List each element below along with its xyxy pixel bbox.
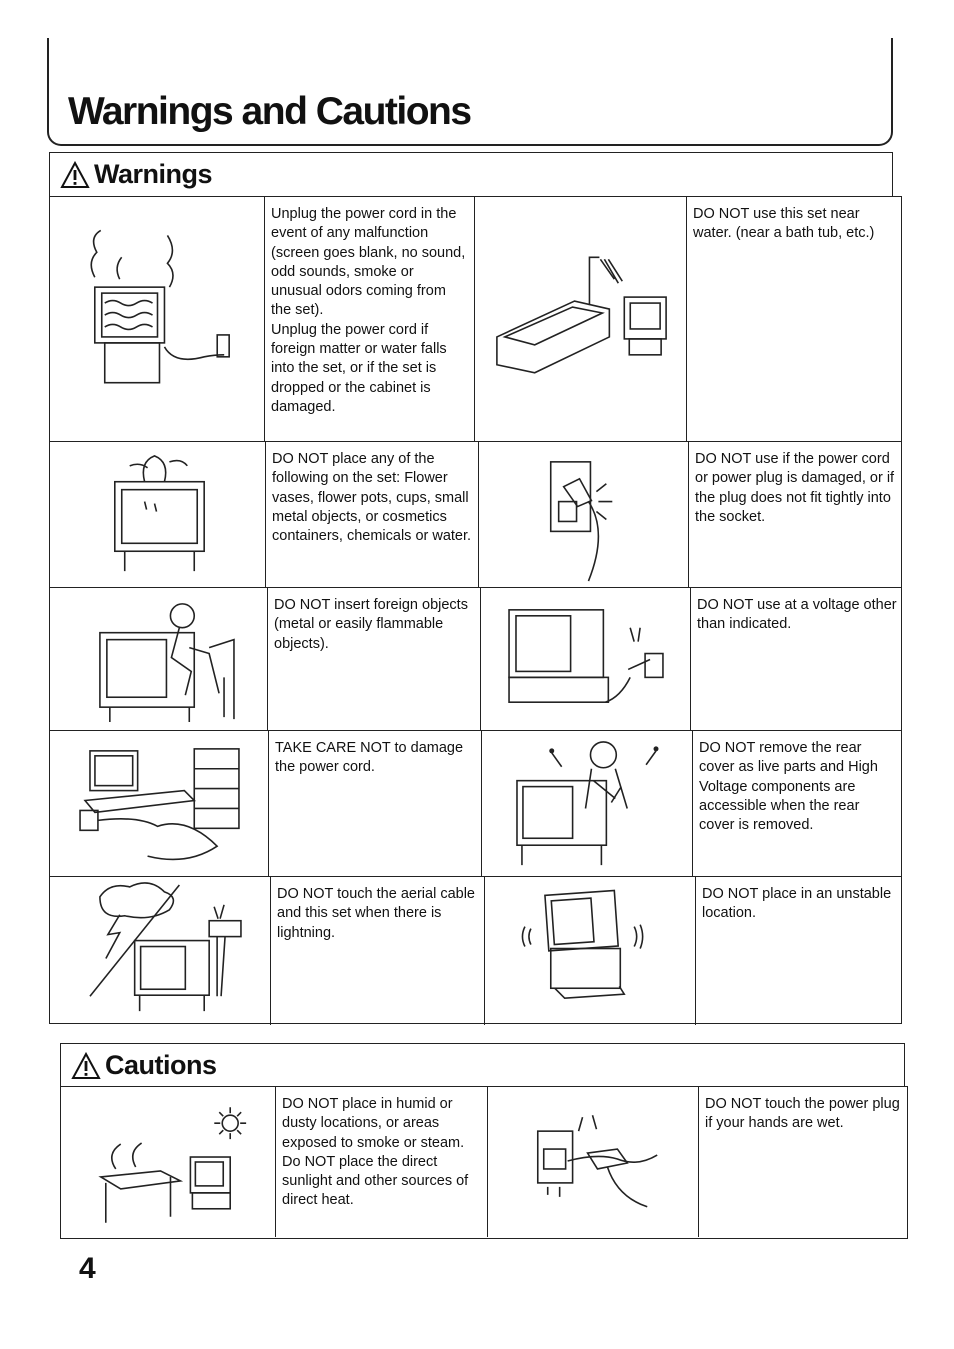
warning-text: DO NOT use if the power cord or power plug is damaged, or if the plug does not fit tightly into the socket. bbox=[695, 451, 895, 525]
crushed-power-cord-illustration bbox=[50, 731, 268, 876]
illustration-cell bbox=[50, 731, 269, 876]
warning-text-cell bbox=[691, 588, 903, 730]
vase-on-tv-illustration bbox=[50, 442, 265, 587]
cautions-heading: Cautions bbox=[105, 1050, 217, 1080]
unstable-tv-illustration bbox=[485, 877, 695, 1025]
cautions-table bbox=[60, 1086, 908, 1239]
warning-text: DO NOT use this set near water. (near a bath tub, etc.) bbox=[693, 206, 875, 242]
warning-text: DO NOT touch the aerial cable and this set when there is lightning. bbox=[277, 886, 475, 941]
table-row bbox=[50, 441, 901, 587]
illustration-cell bbox=[50, 442, 266, 587]
warning-text-cell bbox=[687, 197, 903, 441]
bathtub-tv-illustration bbox=[475, 197, 686, 441]
table-row bbox=[50, 197, 901, 441]
warning-text-cell bbox=[265, 197, 475, 441]
caution-text-cell bbox=[699, 1087, 909, 1237]
warning-text: DO NOT insert foreign objects (metal or easily flammable objects). bbox=[274, 597, 468, 652]
caution-text: DO NOT place in humid or dusty locations, or areas exposed to smoke or steam. Do NOT place the direct sunlight and other sources of direct heat. bbox=[282, 1096, 469, 1209]
warnings-heading-bar bbox=[49, 152, 893, 196]
warning-text: Unplug the power cord in the event of any malfunction (screen goes blank, no sound, odd sounds, smoke or unusual odors coming from the set). Unplug the power cord if foreign matter or water falls into the set, or if the set is dropped or the cabinet is damaged. bbox=[271, 206, 466, 415]
table-row bbox=[61, 1087, 907, 1237]
warning-text-cell bbox=[271, 877, 485, 1025]
warning-triangle-icon bbox=[60, 161, 90, 189]
lightning-tv-illustration bbox=[50, 877, 270, 1025]
table-row bbox=[50, 876, 901, 1025]
damaged-plug-illustration bbox=[479, 442, 688, 587]
warning-text-cell bbox=[693, 731, 903, 876]
illustration-cell bbox=[50, 197, 265, 441]
warning-text: DO NOT use at a voltage other than indicated. bbox=[697, 597, 897, 633]
table-row bbox=[50, 587, 901, 730]
illustration-cell bbox=[482, 731, 693, 876]
humid-sunlight-tv-illustration bbox=[61, 1087, 275, 1237]
warning-text: TAKE CARE NOT to damage the power cord. bbox=[275, 740, 464, 776]
warning-text: DO NOT remove the rear cover as live parts and High Voltage components are accessible when the rear cover is removed. bbox=[699, 740, 878, 834]
illustration-cell bbox=[50, 588, 268, 730]
warning-text-cell bbox=[689, 442, 903, 587]
child-inserting-object-illustration bbox=[50, 588, 267, 730]
warning-text-cell bbox=[269, 731, 482, 876]
cautions-heading-bar bbox=[60, 1043, 905, 1087]
warning-text: DO NOT place in an unstable location. bbox=[702, 886, 892, 922]
warning-text-cell bbox=[696, 877, 903, 1025]
warning-text-cell bbox=[268, 588, 481, 730]
warning-text: DO NOT place any of the following on the set: Flower vases, flower pots, cups, small metal objects, or cosmetics containers, chemicals or water. bbox=[272, 451, 472, 545]
illustration-cell bbox=[485, 877, 696, 1025]
illustration-cell bbox=[481, 588, 691, 730]
warning-triangle-icon bbox=[71, 1052, 101, 1080]
illustration-cell bbox=[479, 442, 689, 587]
smoking-tv-illustration bbox=[50, 197, 264, 441]
voltage-outlet-tv-illustration bbox=[481, 588, 690, 730]
warnings-heading: Warnings bbox=[94, 159, 213, 189]
warning-text-cell bbox=[266, 442, 479, 587]
caution-text: DO NOT touch the power plug if your hands are wet. bbox=[705, 1096, 900, 1132]
page-number: 4 bbox=[79, 1252, 96, 1285]
wet-hands-plug-illustration bbox=[488, 1087, 698, 1237]
warnings-table bbox=[49, 196, 902, 1024]
caution-text-cell bbox=[276, 1087, 488, 1237]
table-row bbox=[50, 730, 901, 876]
illustration-cell bbox=[488, 1087, 699, 1237]
rear-cover-removal-illustration bbox=[482, 731, 692, 876]
illustration-cell bbox=[50, 877, 271, 1025]
illustration-cell bbox=[475, 197, 687, 441]
page-title: Warnings and Cautions bbox=[68, 90, 471, 133]
illustration-cell bbox=[61, 1087, 276, 1237]
